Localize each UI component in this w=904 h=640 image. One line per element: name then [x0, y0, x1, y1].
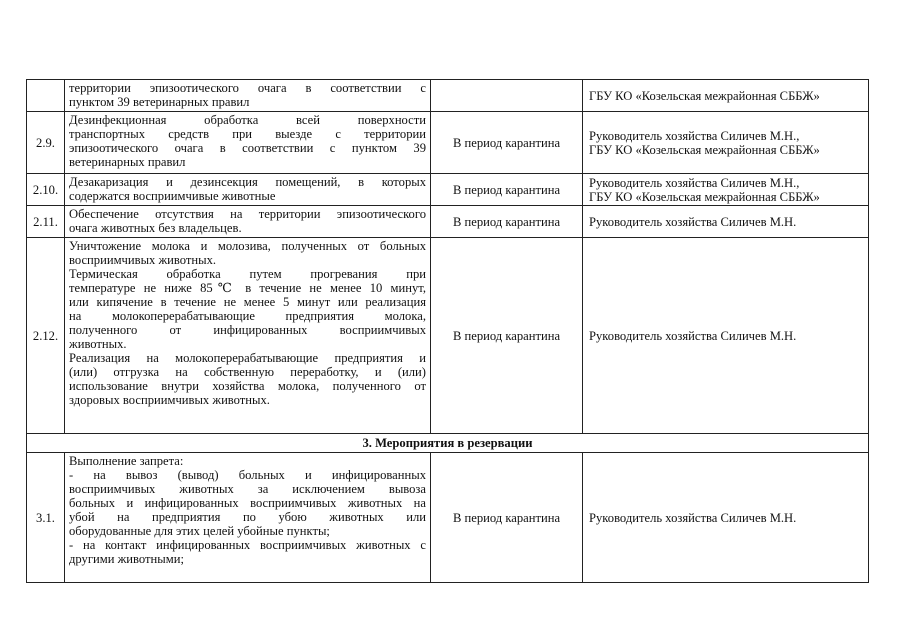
measure-description: Обеспечение отсутствия на территории эпизоотического очага животных без владельцев.	[65, 206, 431, 238]
measure-description: Дезинфекционная обработка всей поверхности транспортных средств при выезде с территории эпизоотического очага в соответствии с пунктом 39 ветеринарных правил	[65, 112, 431, 174]
section-title: 3. Мероприятия в резервации	[27, 434, 869, 453]
table-row	[27, 80, 869, 112]
measure-responsible: ГБУ КО «Козельская межрайонная СББЖ»	[583, 80, 869, 112]
row-number: 2.12.	[27, 238, 65, 434]
measure-period: В период карантина	[431, 206, 583, 238]
table-row	[27, 112, 869, 174]
measure-period: В период карантина	[431, 453, 583, 583]
measure-responsible: Руководитель хозяйства Силичев М.Н., ГБУ КО «Козельская межрайонная СББЖ»	[583, 174, 869, 206]
measure-period: В период карантина	[431, 112, 583, 174]
table-row	[27, 453, 869, 583]
measure-period	[431, 80, 583, 112]
row-number: 2.9.	[27, 112, 65, 174]
measure-responsible: Руководитель хозяйства Силичев М.Н., ГБУ КО «Козельская межрайонная СББЖ»	[583, 112, 869, 174]
measure-description: Уничтожение молока и молозива, полученных от больных восприимчивых животных. Термическая обработка путем прогревания при температуре не ниже 85℃ в течение не менее 10 минут, или кипячение в течение не менее 5 минут или реализация на молокоперерабатывающие предприятия молока, полученного от инфицированных восприимчивых животных. Реализация на молокоперерабатывающие предприятия и (или) отгрузка на собственную переработку, и (или) использование внутри хозяйства молока, полученного от здоровых восприимчивых животных.	[65, 238, 431, 434]
measure-period: В период карантина	[431, 174, 583, 206]
table-row	[27, 174, 869, 206]
section-header-row	[27, 434, 869, 453]
measure-responsible: Руководитель хозяйства Силичев М.Н.	[583, 238, 869, 434]
measure-description: Выполнение запрета: - на вывоз (вывод) больных и инфицированных восприимчивых животных за исключением вывоза больных и инфицированных восприимчивых животных на убой на предприятия по убою животных или оборудованные для этих целей убойные пункты; - на контакт инфицированных восприимчивых животных с другими животными;	[65, 453, 431, 583]
measure-period: В период карантина	[431, 238, 583, 434]
table-row	[27, 238, 869, 434]
row-number: 3.1.	[27, 453, 65, 583]
measure-responsible: Руководитель хозяйства Силичев М.Н.	[583, 453, 869, 583]
measures-table	[26, 79, 869, 583]
row-number: 2.11.	[27, 206, 65, 238]
measure-description: территории эпизоотического очага в соответствии с пунктом 39 ветеринарных правил	[65, 80, 431, 112]
row-number	[27, 80, 65, 112]
measure-description: Дезакаризация и дезинсекция помещений, в которых содержатся восприимчивые животные	[65, 174, 431, 206]
measure-responsible: Руководитель хозяйства Силичев М.Н.	[583, 206, 869, 238]
row-number: 2.10.	[27, 174, 65, 206]
document-page	[26, 79, 868, 583]
table-row	[27, 206, 869, 238]
